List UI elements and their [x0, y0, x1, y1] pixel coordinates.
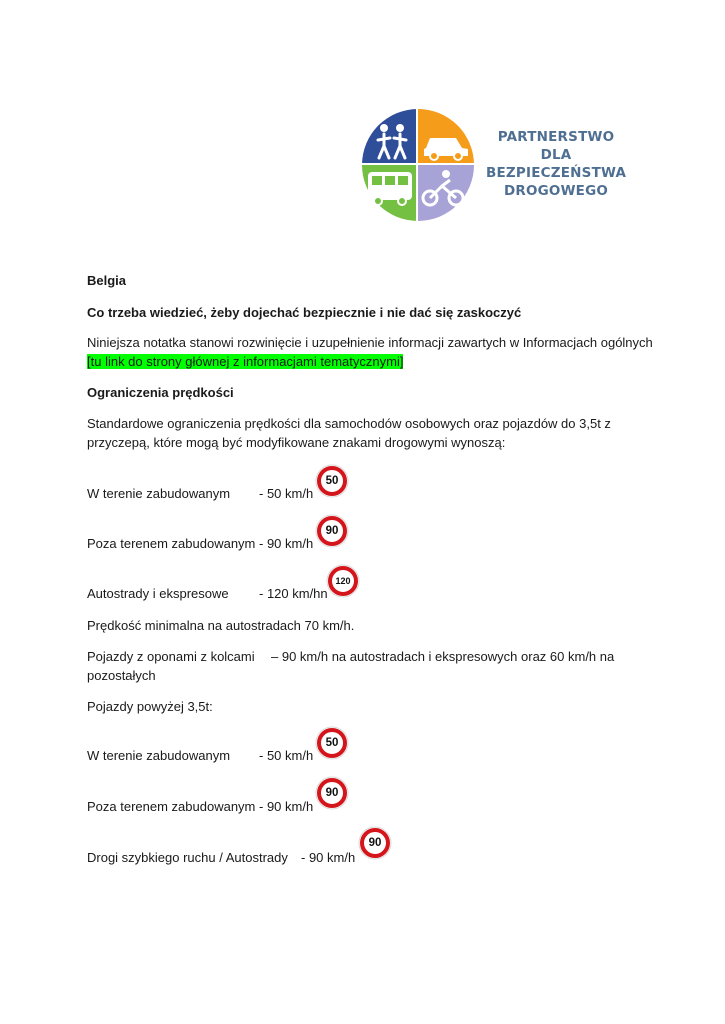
limit-label: Drogi szybkiego ruchu / Autostrady	[87, 850, 288, 865]
studded-tyres-value: – 90 km/h na autostradach i ekspresowych oraz 60 km/h na	[271, 649, 615, 664]
logo-emblem	[360, 108, 480, 223]
logo-line-1: PARTNERSTWO	[497, 129, 615, 145]
speed-sign-50-icon	[315, 464, 349, 498]
standard-limits-text-1: Standardowe ograniczenia prędkości dla samochodów osobowych oraz pojazdów do 3,5t z	[87, 416, 611, 431]
logo-wordmark	[486, 128, 626, 200]
limit-value: - 50 km/h	[259, 748, 314, 763]
minimum-speed-text: Prędkość minimalna na autostradach 70 km/h.	[87, 618, 355, 633]
standard-limits-text-2: przyczepą, które mogą być modyfikowane znakami drogowymi wynoszą:	[87, 435, 506, 450]
limit-value: - 50 km/h	[259, 486, 314, 501]
logo-line-4: DROGOWEGO	[503, 183, 609, 199]
heavy-vehicles-heading: Pojazdy powyżej 3,5t:	[87, 699, 213, 714]
speed-sign-number: 120	[335, 576, 351, 586]
subtitle-heading: Co trzeba wiedzieć, żeby dojechać bezpiecznie i nie dać się zaskoczyć	[87, 305, 522, 320]
speed-sign-number: 90	[325, 787, 339, 799]
limit-label: Poza terenem zabudowanym	[87, 536, 256, 551]
studded-tyres-label: Pojazdy z oponami z kolcami	[87, 649, 255, 664]
speed-sign-number: 50	[325, 475, 339, 487]
logo-line-2: DLA	[540, 147, 572, 163]
intro-link-line	[87, 352, 403, 371]
limit-label: W terenie zabudowanym	[87, 748, 231, 763]
speed-sign-90-icon	[315, 776, 349, 810]
speed-limits-heading: Ograniczenia prędkości	[87, 385, 234, 400]
speed-sign-number: 90	[368, 837, 382, 849]
limit-value: - 90 km/h	[259, 536, 314, 551]
speed-sign-50-icon	[315, 726, 349, 760]
limit-value: - 90 km/h	[301, 850, 356, 865]
general-info-link[interactable]: [tu link do strony głównej z informacjami tematycznymi]	[87, 354, 404, 369]
limit-label: W terenie zabudowanym	[87, 486, 231, 501]
country-heading: Belgia	[87, 273, 127, 288]
limit-value: - 120 km/hn	[259, 586, 328, 601]
studded-tyres-continuation: pozostałych	[87, 668, 156, 683]
limit-value: - 90 km/h	[259, 799, 314, 814]
speed-sign-90-icon	[358, 826, 392, 860]
limit-label: Autostrady i ekspresowe	[87, 586, 229, 601]
speed-sign-120-icon	[326, 564, 360, 598]
partnership-logo	[360, 108, 630, 223]
logo-line-3: BEZPIECZEŃSTWA	[486, 165, 627, 181]
limit-label: Poza terenem zabudowanym	[87, 799, 256, 814]
speed-sign-number: 90	[325, 525, 339, 537]
speed-sign-90-icon	[315, 514, 349, 548]
speed-sign-number: 50	[325, 737, 339, 749]
intro-text: Niniejsza notatka stanowi rozwinięcie i uzupełnienie informacji zawartych w Informacjach ogólnych	[87, 335, 653, 350]
